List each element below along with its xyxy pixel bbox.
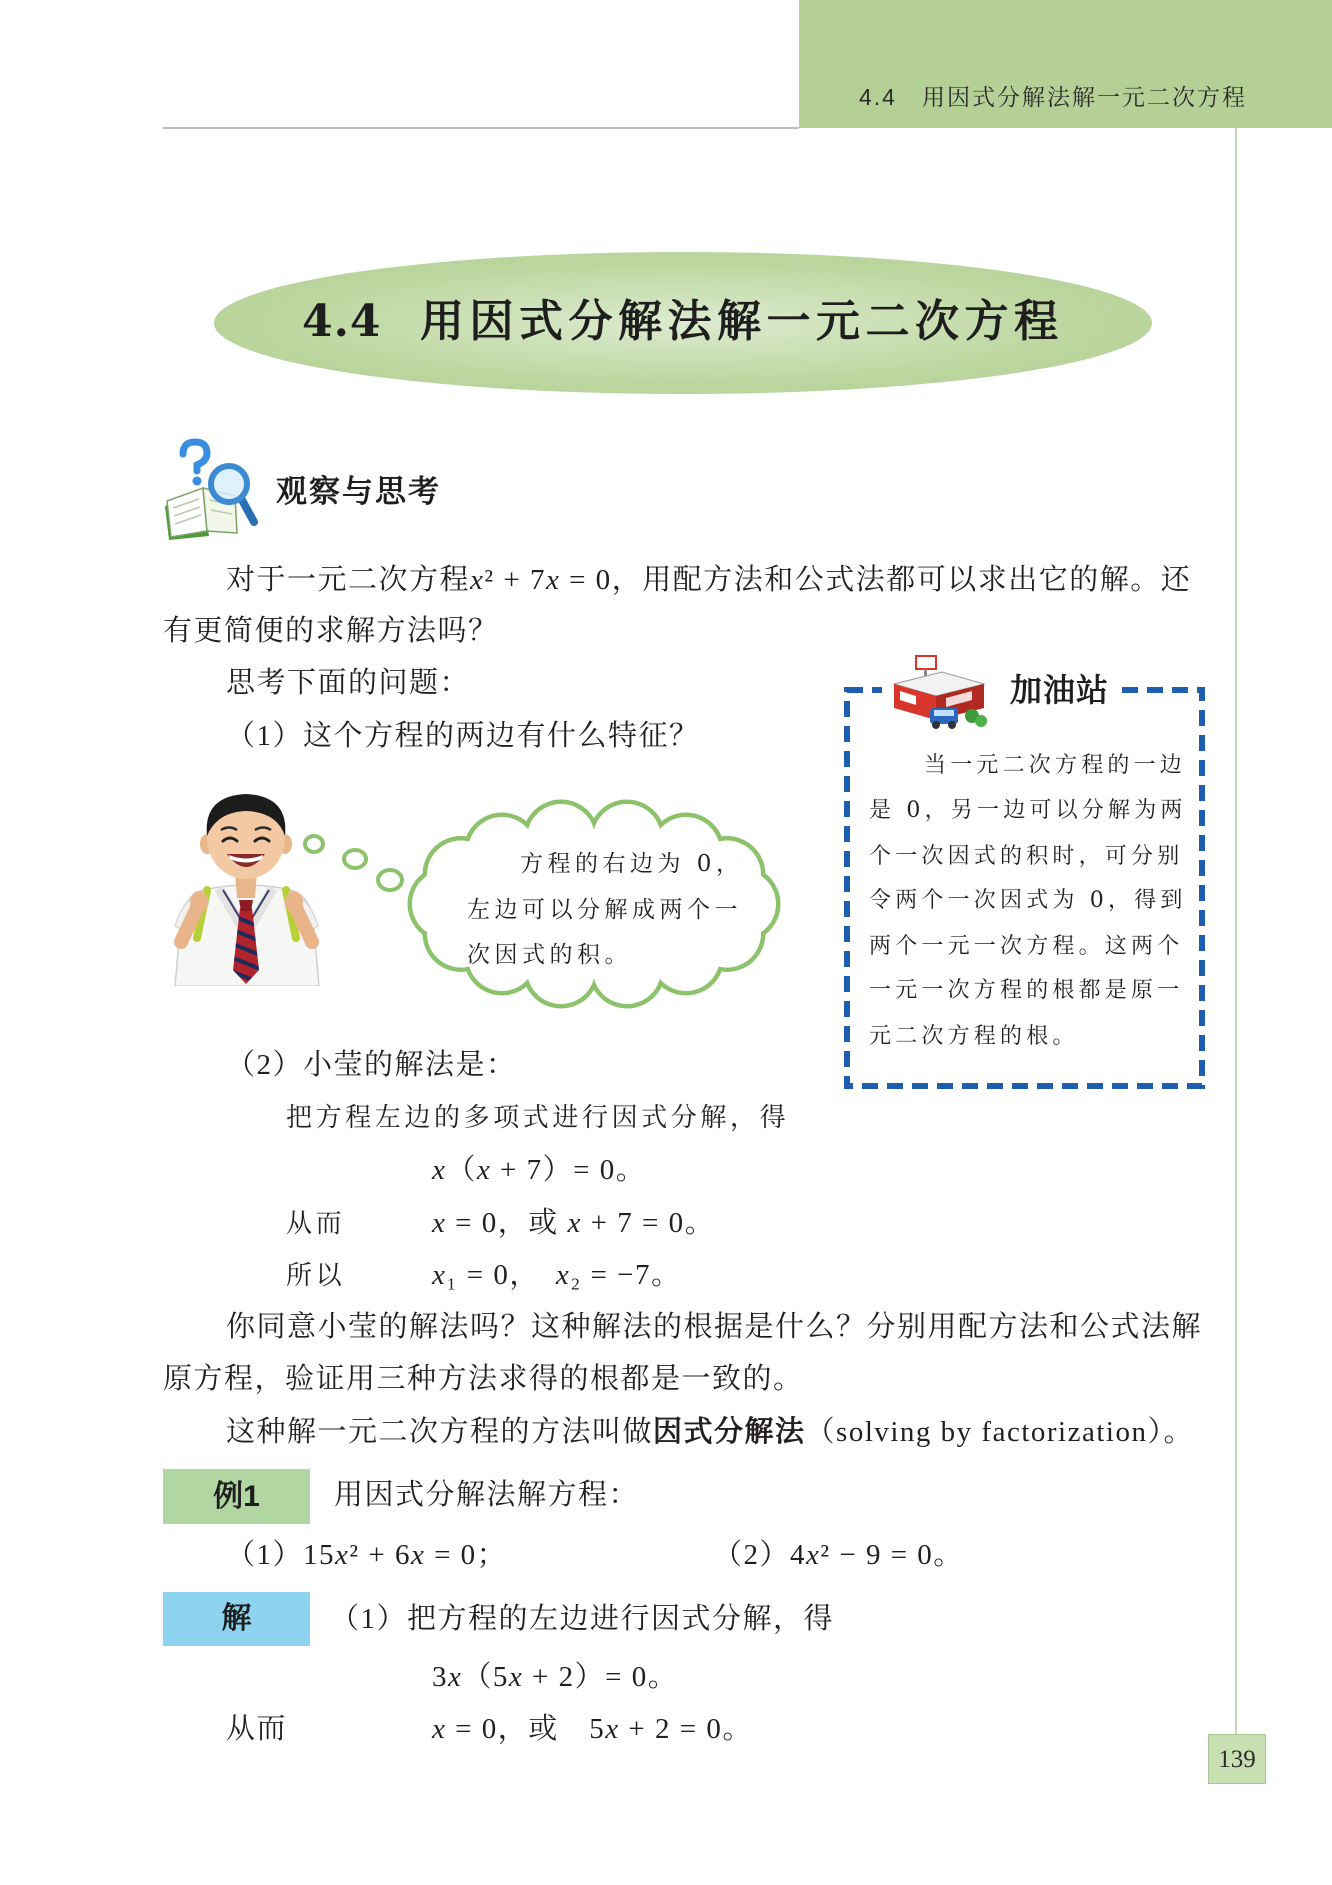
think-prompt: 思考下面的问题：	[226, 667, 471, 699]
q2-hence-label: 从而	[286, 1209, 346, 1239]
definition-term: 因式分解法	[653, 1416, 806, 1448]
section-number: 4.4	[302, 296, 382, 347]
intro-equation: x² + 7x = 0	[470, 564, 612, 596]
page-number: 139	[1218, 1745, 1256, 1773]
question-mark-icon	[183, 442, 207, 486]
tip-box-line: 是 0，另一边可以分解为两	[869, 798, 1187, 823]
solution-label-box	[163, 1592, 310, 1646]
example-item: （2）4x² − 9 = 0。	[713, 1539, 964, 1571]
tip-box-title: 加油站	[1010, 672, 1110, 708]
definition-line	[226, 1418, 1194, 1447]
q2-so-label: 所以	[286, 1261, 346, 1291]
intro-line-2: 有更简便的求解方法吗？	[163, 615, 499, 647]
solution-label: 解	[221, 1602, 252, 1635]
example-prompt: 用因式分解法解方程：	[334, 1479, 640, 1511]
tip-box-line: 元二次方程的根。	[869, 1024, 1079, 1049]
thought-bubble-line: 方程的右边为 0，	[520, 851, 744, 877]
example-label: 例1	[213, 1479, 260, 1513]
magnifier-book-question-icon	[163, 438, 258, 540]
intro-line-1	[226, 566, 1191, 595]
q2-step-text: 把方程左边的多项式进行因式分解，得	[286, 1103, 790, 1133]
thought-bubble-line: 左边可以分解成两个一	[467, 897, 742, 923]
definition-text-a: 这种解一元二次方程的方法叫做	[226, 1416, 654, 1448]
discussion-line-2: 原方程，验证用三种方法求得的根都是一致的。	[163, 1363, 804, 1395]
example-label-box	[163, 1469, 310, 1524]
q2-equation-3: x₁ = 0， x₂ = −7。	[432, 1259, 682, 1291]
question-1: （1）这个方程的两边有什么特征？	[226, 720, 700, 752]
tip-box-line: 当一元二次方程的一边	[924, 753, 1187, 778]
thought-dots	[298, 828, 408, 898]
solution-equation-2: x = 0，或 5x + 2 = 0。	[432, 1713, 753, 1745]
example-item: （1）15x² + 6x = 0；	[226, 1539, 508, 1571]
header-rule	[163, 127, 799, 129]
tip-box-line: 一元一次方程的根都是原一	[869, 978, 1184, 1003]
gas-station-icon	[886, 654, 990, 732]
intro-text-a: 对于一元二次方程	[226, 564, 471, 596]
tip-box-line: 两个一元一次方程。这两个	[869, 934, 1184, 959]
q2-equation-1: x（x + 7）= 0。	[432, 1154, 647, 1186]
page-number-box	[1208, 1734, 1266, 1784]
definition-text-b: （solving by factorization）。	[805, 1416, 1194, 1448]
discussion-line-1: 你同意小莹的解法吗？这种解法的根据是什么？分别用配方法和公式法解	[226, 1311, 1203, 1343]
solution-hence-label: 从而	[226, 1713, 288, 1745]
question-2: （2）小莹的解法是：	[226, 1049, 517, 1081]
observe-heading: 观察与思考	[276, 474, 441, 509]
solution-step-1: （1）把方程的左边进行因式分解，得	[330, 1603, 835, 1635]
tip-box-line: 个一次因式的积时，可分别	[869, 844, 1184, 869]
solution-equation-1: 3x（5x + 2）= 0。	[432, 1661, 679, 1693]
margin-rule	[1235, 128, 1237, 1734]
thought-bubble-line: 次因式的积。	[467, 942, 632, 968]
intro-text-b: ，用配方法和公式法都可以求出它的解。还	[611, 564, 1192, 596]
running-header-title: 4.4 用因式分解法解一元二次方程	[859, 84, 1247, 110]
section-title: 用因式分解法解一元二次方程	[420, 296, 1064, 347]
tip-box-line: 令两个一次因式为 0，得到	[869, 888, 1187, 913]
q2-equation-2: x = 0，或 x + 7 = 0。	[432, 1207, 716, 1239]
